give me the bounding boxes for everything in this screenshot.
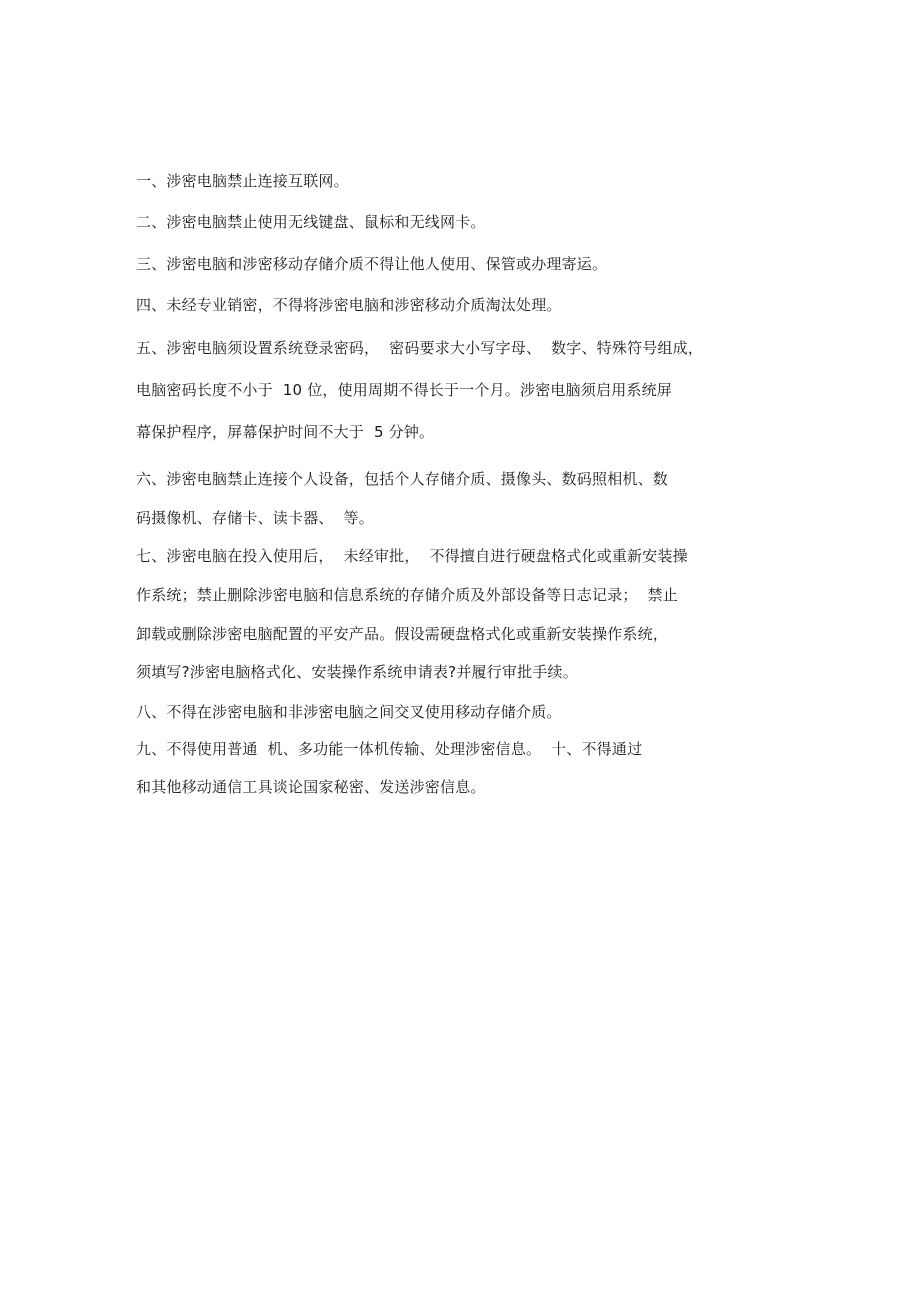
rule-line-5c: 幕保护程序，屏幕保护时间不大于 5 分钟。 xyxy=(136,423,435,441)
rule-line-7c: 卸载或删除涉密电脑配置的平安产品。假设需硬盘格式化或重新安装操作系统， xyxy=(136,625,669,643)
rule-line-4: 四、未经专业销密，不得将涉密电脑和涉密移动介质淘汰处理。 xyxy=(136,296,562,314)
rule-line-7d: 须填写?涉密电脑格式化、安装操作系统申请表?并履行审批手续。 xyxy=(136,663,578,681)
rule-line-10: 和其他移动通信工具谈论国家秘密、发送涉密信息。 xyxy=(136,778,486,796)
rule-line-7b: 作系统；禁止删除涉密电脑和信息系统的存储介质及外部设备等日志记录； 禁止 xyxy=(136,586,678,604)
rule-line-5b: 电脑密码长度不小于 10 位，使用周期不得长于一个月。涉密电脑须启用系统屏 xyxy=(136,381,672,399)
rule-line-5a: 五、涉密电脑须设置系统登录密码， 密码要求大小写字母、 数字、特殊符号组成， xyxy=(136,339,704,357)
rule-line-2: 二、涉密电脑禁止使用无线键盘、鼠标和无线网卡。 xyxy=(136,213,486,231)
rule-line-6a: 六、涉密电脑禁止连接个人设备，包括个人存储介质、摄像头、数码照相机、数 xyxy=(136,470,669,488)
rule-line-6b: 码摄像机、存储卡、读卡器、 等。 xyxy=(136,509,374,527)
rule-line-9: 九、不得使用普通 机、多功能一体机传输、处理涉密信息。 十、不得通过 xyxy=(136,740,643,758)
rule-line-3: 三、涉密电脑和涉密移动存储介质不得让他人使用、保管或办理寄运。 xyxy=(136,255,608,273)
rule-line-8: 八、不得在涉密电脑和非涉密电脑之间交叉使用移动存储介质。 xyxy=(136,703,562,721)
rule-line-1: 一、涉密电脑禁止连接互联网。 xyxy=(136,172,349,190)
rule-line-7a: 七、涉密电脑在投入使用后， 未经审批， 不得擅自进行硬盘格式化或重新安装操 xyxy=(136,547,688,565)
